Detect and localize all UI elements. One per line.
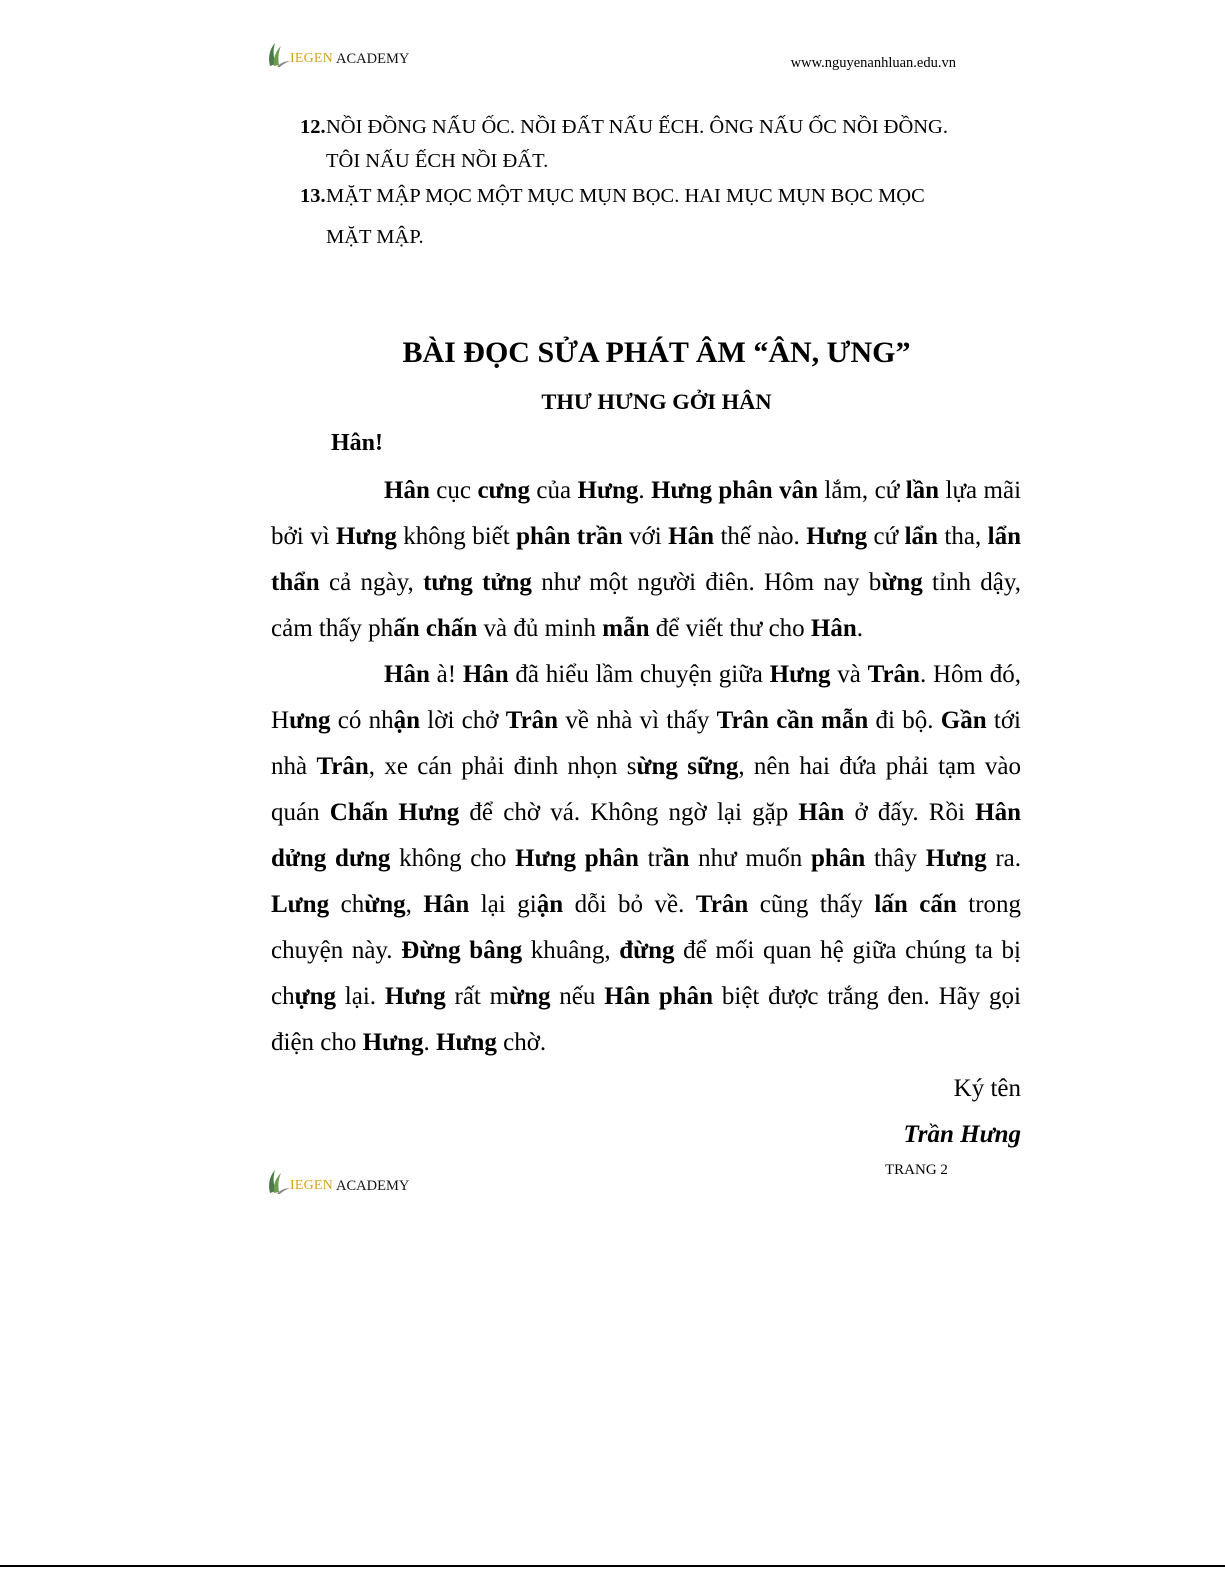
header-logo xyxy=(266,38,409,68)
emphasized-word: ần xyxy=(662,845,690,872)
emphasized-word: cưng xyxy=(477,477,530,504)
page-bottom-rule xyxy=(0,1565,1225,1587)
emphasized-word: Đừng xyxy=(401,937,461,964)
text-run: để viết thư cho xyxy=(649,615,811,642)
emphasized-word: Hân xyxy=(975,799,1021,826)
letter-greeting: Hân! xyxy=(331,430,384,456)
emphasized-word: phân xyxy=(658,983,714,1010)
text-run xyxy=(650,983,659,1010)
text-run: . xyxy=(856,615,864,642)
emphasized-word: Hưng xyxy=(925,845,987,872)
text-run: lời chở xyxy=(420,707,506,734)
text-run: và đủ minh xyxy=(477,615,603,642)
emphasized-word: ận xyxy=(393,707,421,734)
text-run: lại. xyxy=(336,983,385,1010)
emphasized-word: Hưng xyxy=(384,983,446,1010)
emphasized-word: Hân xyxy=(668,523,715,550)
letter-body xyxy=(271,468,1021,1066)
emphasized-word: Hưng xyxy=(398,799,460,826)
emphasized-word: lần xyxy=(905,477,940,504)
signature-label: Ký tên xyxy=(953,1075,1021,1102)
letter-paragraph xyxy=(271,468,1021,652)
emphasized-word: Hưng xyxy=(515,845,576,872)
leaf-logo-icon xyxy=(266,40,292,68)
emphasized-word: Hân xyxy=(604,983,651,1010)
text-run: lại gi xyxy=(469,891,537,918)
emphasized-word: phân xyxy=(718,477,773,504)
emphasized-word: Hân xyxy=(423,891,470,918)
text-run: dỗi bỏ về. xyxy=(563,891,696,918)
text-run: không biết xyxy=(396,523,517,550)
emphasized-word: trần xyxy=(576,523,623,550)
emphasized-word: vân xyxy=(779,477,818,504)
text-run: trong chuyện này. xyxy=(271,891,1022,964)
emphasized-word: Hưng xyxy=(769,661,831,688)
text-run: như một người điên. Hôm nay b xyxy=(531,569,882,596)
emphasized-word: ựng xyxy=(294,983,337,1010)
item-line: TÔI NẤU ẾCH NỒI ĐẤT. xyxy=(326,150,549,172)
emphasized-word: ấn xyxy=(393,615,420,642)
website-url: www.nguyenanhluan.edu.vn xyxy=(790,55,956,71)
emphasized-word: lấn xyxy=(874,891,908,918)
text-run: lắm, cứ xyxy=(817,477,906,504)
emphasized-word: tửng xyxy=(482,569,532,596)
emphasized-word: Hân xyxy=(810,615,857,642)
emphasized-word: Hưng xyxy=(651,477,712,504)
text-run: . xyxy=(638,477,652,504)
text-run: có nh xyxy=(330,707,394,734)
emphasized-word: sững xyxy=(687,753,739,780)
text-run: nếu xyxy=(550,983,605,1010)
tongue-twister-list xyxy=(300,110,970,254)
emphasized-word: Lưng xyxy=(271,891,330,918)
item-line: MẶT MẬP. xyxy=(326,226,424,248)
text-run: và xyxy=(830,661,868,688)
text-run: cứ xyxy=(867,523,905,550)
text-run: , xe cán phải đinh nhọn s xyxy=(368,753,637,780)
emphasized-word: cần xyxy=(776,707,814,734)
text-run: biệt được trắng đen. Hãy gọi điện cho xyxy=(271,983,1021,1056)
emphasized-word: Chấn xyxy=(329,799,389,826)
text-run: ở đấy. Rồi xyxy=(844,799,976,826)
text-run: ra. xyxy=(986,845,1022,872)
text-run: cục xyxy=(429,477,478,504)
emphasized-word: cấn xyxy=(919,891,957,918)
emphasized-word: Hưng xyxy=(335,523,397,550)
emphasized-word: Hân xyxy=(798,799,845,826)
emphasized-word: phân xyxy=(584,845,639,872)
emphasized-word: Hưng xyxy=(806,523,868,550)
document-title: BÀI ĐỌC SỬA PHÁT ÂM “ÂN, ƯNG” xyxy=(402,336,911,369)
text-run xyxy=(326,845,335,872)
page-number: TRANG 2 xyxy=(885,1162,948,1178)
text-run: . Hôm đó, H xyxy=(271,661,1021,734)
text-run: rất m xyxy=(445,983,510,1010)
leaf-logo-icon xyxy=(266,1167,292,1195)
text-run: thây xyxy=(865,845,926,872)
emphasized-word: dưng xyxy=(335,845,391,872)
text-run: để mối quan hệ giữa chúng ta bị ch xyxy=(271,937,1021,1010)
text-run: khuâng, xyxy=(522,937,620,964)
emphasized-word: Hưng xyxy=(436,1029,497,1056)
list-item xyxy=(300,110,970,178)
text-run: như muốn xyxy=(689,845,812,872)
letter-paragraph xyxy=(271,652,1021,1066)
emphasized-word: Trân xyxy=(316,753,369,780)
text-run xyxy=(678,753,687,780)
emphasized-word: ưng xyxy=(289,707,331,734)
text-run: . xyxy=(423,1029,436,1056)
emphasized-word: Gần xyxy=(940,707,987,734)
text-run xyxy=(461,937,470,964)
text-run: thế nào. xyxy=(714,523,807,550)
item-line: NỒI ĐỒNG NẤU ỐC. NỒI ĐẤT NẤU ẾCH. ÔNG NẤU ỐC NỒI ĐỒNG. xyxy=(326,116,948,138)
text-run: tha, xyxy=(937,523,988,550)
document-subtitle: THƯ HƯNG GỞI HÂN xyxy=(541,389,772,414)
emphasized-word: ừng xyxy=(636,753,678,780)
footer-logo xyxy=(266,1165,409,1195)
item-line: MẶT MẬP MỌC MỘT MỤC MỤN BỌC. HAI MỤC MỤN BỌC MỌC xyxy=(326,185,925,207)
text-run xyxy=(473,569,482,596)
text-run: tr xyxy=(638,845,663,872)
emphasized-word: Trân xyxy=(716,707,769,734)
logo-academy-text: ACADEMY xyxy=(336,1177,410,1194)
emphasized-word: thẩn xyxy=(271,569,320,596)
emphasized-word: Hân xyxy=(384,661,430,688)
emphasized-word: dửng xyxy=(271,845,327,872)
text-run xyxy=(814,707,821,734)
emphasized-word: ận xyxy=(536,891,564,918)
emphasized-word: mẫn xyxy=(602,615,650,642)
text-run: chờ. xyxy=(496,1029,547,1056)
emphasized-word: chấn xyxy=(425,615,478,642)
text-run: không cho xyxy=(390,845,516,872)
text-run: của xyxy=(529,477,578,504)
text-run: lựa mãi bởi vì xyxy=(271,477,1022,550)
emphasized-word: Hưng xyxy=(577,477,639,504)
emphasized-word: lẩn xyxy=(987,523,1021,550)
text-run: tới nhà xyxy=(271,707,1022,780)
text-run: đi bộ. xyxy=(868,707,941,734)
text-run: để chờ vá. Không ngờ lại gặp xyxy=(459,799,799,826)
emphasized-word: ừng xyxy=(364,891,406,918)
emphasized-word: Trân xyxy=(867,661,920,688)
item-number: 13. xyxy=(300,185,326,207)
logo-brand-text: IEGEN xyxy=(290,51,333,66)
emphasized-word: phân xyxy=(811,845,866,872)
emphasized-word: Trân xyxy=(505,707,559,734)
text-run: về nhà vì thấy xyxy=(558,707,717,734)
text-run: với xyxy=(622,523,669,550)
list-item xyxy=(300,179,970,254)
emphasized-word: mẫn xyxy=(821,707,869,734)
emphasized-word: Hưng xyxy=(362,1029,424,1056)
emphasized-word: Hân xyxy=(462,661,509,688)
emphasized-word: Hân xyxy=(384,477,430,504)
text-run: tỉnh dậy, cảm thấy ph xyxy=(271,569,1022,642)
text-run: cũng thấy xyxy=(748,891,875,918)
logo-academy-text: ACADEMY xyxy=(336,50,410,67)
text-run: , nên hai đứa phải tạm vào quán xyxy=(271,753,1021,826)
emphasized-word: Trân xyxy=(695,891,749,918)
emphasized-word: ừng xyxy=(509,983,551,1010)
signature-name: Trần Hưng xyxy=(903,1121,1021,1148)
text-run: cả ngày, xyxy=(319,569,424,596)
emphasized-word: bâng xyxy=(469,937,523,964)
emphasized-word: tưng xyxy=(423,569,473,596)
text-run xyxy=(388,799,398,826)
text-run: ch xyxy=(329,891,365,918)
emphasized-word: lẩn xyxy=(904,523,938,550)
text-run: à! xyxy=(429,661,463,688)
emphasized-word: ừng xyxy=(881,569,923,596)
text-run: , xyxy=(405,891,424,918)
text-run xyxy=(576,845,585,872)
text-run: đã hiểu lầm chuyện giữa xyxy=(508,661,770,688)
logo-brand-text: IEGEN xyxy=(290,1178,333,1193)
text-run xyxy=(908,891,920,918)
emphasized-word: phân xyxy=(516,523,571,550)
emphasized-word: đừng xyxy=(619,937,675,964)
item-number: 12. xyxy=(300,116,326,138)
